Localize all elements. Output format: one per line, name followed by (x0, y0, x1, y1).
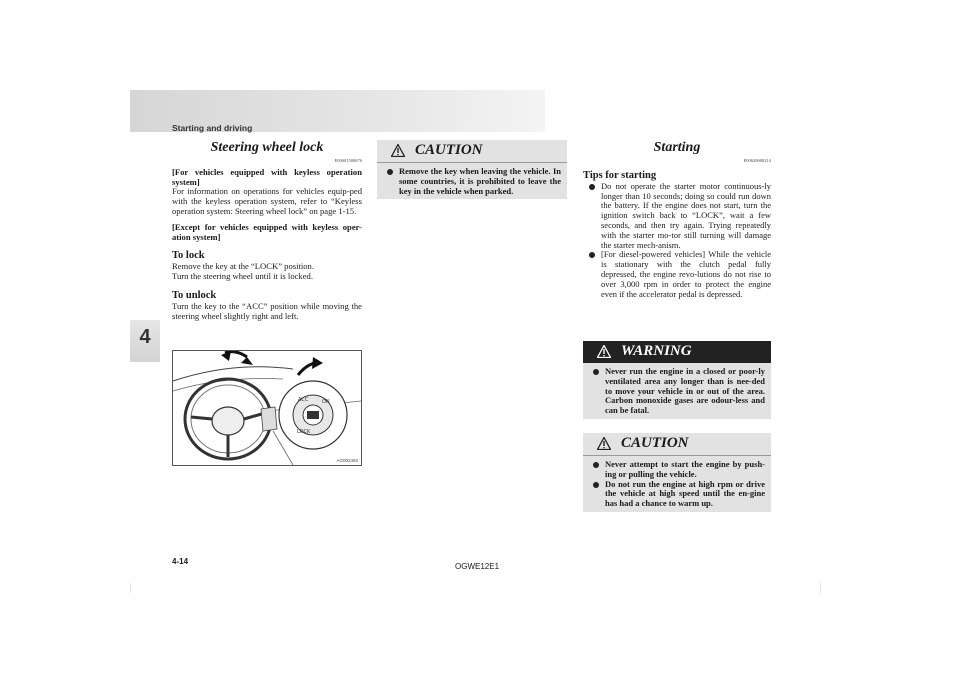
warning-triangle-icon (597, 437, 611, 450)
warning-triangle-icon (391, 144, 405, 157)
caution-box-middle (377, 140, 567, 199)
svg-text:ACC: ACC (298, 397, 309, 403)
tip-item: Do not operate the starter motor continuous-ly longer than 10 seconds; doing so could run down the battery. If the engine does not start, turn the ignition switch back to “LOCK”, wait a few seconds, and then try again. Trying repeatedly with the starter mo-tor still turning will damage the starter mech-anism. (587, 182, 771, 251)
lock-line-2: Turn the steering wheel until it is locked. (172, 271, 313, 282)
tips-heading: Tips for starting (583, 169, 657, 181)
steering-lock-code: E00601500676 (334, 158, 362, 163)
bullet-icon (593, 482, 599, 488)
caution-title-middle: CAUTION (415, 142, 483, 158)
bullet-icon (593, 369, 599, 375)
crop-mark (130, 583, 131, 593)
warning-triangle-icon (597, 345, 611, 358)
figure-code: AG002492 (336, 458, 358, 463)
bullet-icon (589, 252, 595, 258)
unlock-heading: To unlock (172, 289, 217, 301)
caution-item-middle: Remove the key when leaving the vehicle. In some countries, it is prohibited to leave the key in the vehicle when parked. (385, 167, 561, 196)
right-column (583, 140, 771, 299)
caution-title-right: CAUTION (621, 435, 689, 451)
left-column (172, 140, 362, 322)
keyless-heading: [For vehicles equipped with keyless operation system] (172, 166, 362, 187)
steering-wheel-illustration (173, 351, 361, 465)
chapter-tab-number: 4 (139, 326, 151, 348)
caution-header-middle (377, 140, 567, 163)
except-heading: [Except for vehicles equipped with keyless oper-ation system] (172, 221, 362, 242)
steering-illustration (172, 350, 362, 466)
bullet-icon (387, 169, 393, 175)
steering-lock-title: Steering wheel lock (210, 140, 324, 155)
warning-item: Never run the engine in a closed or poor-ly ventilated area any longer than is nee-ded to move your vehicle in or out of the area. Carbon monoxide gases are odour-less and can be fatal. (591, 367, 765, 416)
bullet-icon (589, 184, 595, 190)
warning-header (583, 341, 771, 363)
unlock-text: Turn the key to the “ACC” position while moving the steering wheel slightly right and left. (172, 300, 362, 321)
lock-line-1: Remove the key at the “LOCK” position. (172, 261, 315, 272)
starting-code: E00620600214 (743, 158, 771, 163)
caution-box-right (583, 433, 771, 512)
starting-title: Starting (653, 140, 701, 155)
caution-item-right: Do not run the engine at high rpm or drive the vehicle at high speed until the en-gine has had a chance to warm up. (591, 480, 765, 509)
page-number: 4-14 (172, 557, 189, 566)
bullet-icon (593, 462, 599, 468)
crop-mark (820, 583, 821, 593)
warning-title: WARNING (621, 343, 692, 359)
caution-item-right: Never attempt to start the engine by push-ing or pulling the vehicle. (591, 460, 765, 480)
caution-header-right (583, 433, 771, 456)
tip-item: [For diesel-powered vehicles] While the vehicle is stationary with the clutch pedal fully depressed, the engine revo-lutions do not rise to over 3,000 rpm in order to protect the engine even if the accelerator pedal is depressed. (587, 250, 771, 299)
section-title: Starting and driving (172, 123, 253, 133)
lock-heading: To lock (172, 250, 205, 262)
doc-code: OGWE12E1 (455, 562, 500, 571)
warning-box (583, 341, 771, 419)
svg-text:LOCK: LOCK (297, 429, 311, 435)
keyless-text: For information on operations for vehicles equip-ped with the keyless operation system, refer to “Keyless operation system: Steering wheel lock” on page 1-15. (172, 186, 362, 216)
svg-text:ON: ON (322, 399, 330, 405)
